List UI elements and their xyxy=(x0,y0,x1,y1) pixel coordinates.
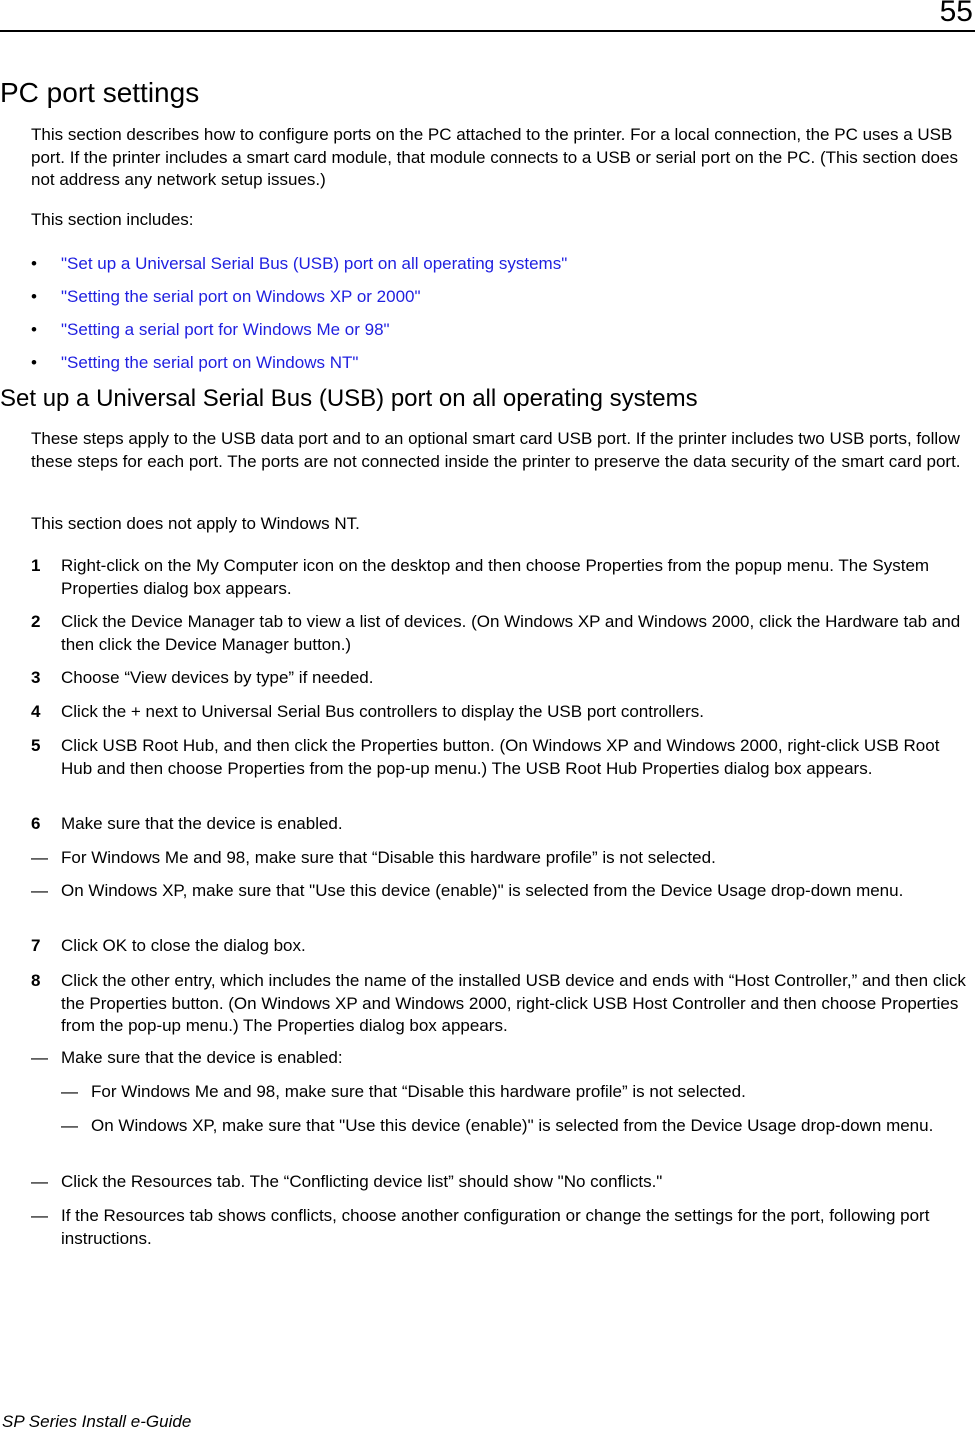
step-8 xyxy=(31,970,971,1038)
step-number: 3 xyxy=(31,668,41,687)
step-number: 2 xyxy=(31,612,41,631)
step-text: Click the Device Manager tab to view a list of devices. (On Windows XP and Windows 2000, click the Hardware tab and then click the Device Manager button.) xyxy=(61,612,961,654)
step-8-nested-item xyxy=(61,1115,971,1138)
usb-nt-note: This section does not apply to Windows NT. xyxy=(31,514,360,533)
step-number: 4 xyxy=(31,702,41,721)
step-3 xyxy=(31,667,971,690)
step-number: 5 xyxy=(31,736,41,755)
sub-item-text: For Windows Me and 98, make sure that “Disable this hardware profile” is not selected. xyxy=(61,848,716,867)
step-7 xyxy=(31,935,971,958)
dash-icon: — xyxy=(31,1172,48,1191)
step-number: 7 xyxy=(31,936,41,955)
bullet-icon: • xyxy=(31,320,37,339)
sub-item-text: If the Resources tab shows conflicts, choose another configuration or change the settings for the port, following port instructions. xyxy=(61,1206,930,1248)
dash-icon: — xyxy=(31,1048,48,1067)
step-8-nested-item xyxy=(61,1081,971,1104)
step-text: Right-click on the My Computer icon on the desktop and then choose Properties from the popup menu. The System Properties dialog box appears. xyxy=(61,556,930,598)
dash-icon: — xyxy=(31,848,48,867)
header-rule xyxy=(0,30,975,32)
dash-icon: — xyxy=(31,1206,48,1225)
step-6 xyxy=(31,813,971,836)
step-6-sub-item xyxy=(31,880,971,903)
step-number: 8 xyxy=(31,971,41,990)
bullet-icon: • xyxy=(31,254,37,273)
subsection-title: Set up a Universal Serial Bus (USB) port on all operating systems xyxy=(0,385,698,412)
page-number: 55 xyxy=(939,0,973,28)
step-1 xyxy=(31,555,971,600)
step-text: Click the other entry, which includes the name of the installed USB device and ends with “Host Controller,” and then click the Properties button. (On Windows XP and Windows 2000, right-click USB Host Controller and then choose Properties from the pop-up menu.) The Properties dialog box appears. xyxy=(61,971,966,1035)
step-6-sub-item xyxy=(31,847,971,870)
sub-item-text: On Windows XP, make sure that "Use this device (enable)" is selected from the Device Usage drop-down menu. xyxy=(91,1116,934,1135)
dash-icon: — xyxy=(31,881,48,900)
step-text: Click USB Root Hub, and then click the Properties button. (On Windows XP and Windows 2000, right-click USB Root Hub and then choose Properties from the pop-up menu.) The USB Root Hub Properties dialog box appears. xyxy=(61,736,940,778)
step-text: Click OK to close the dialog box. xyxy=(61,936,306,955)
sub-item-text: Make sure that the device is enabled: xyxy=(61,1048,343,1067)
step-text: Choose “View devices by type” if needed. xyxy=(61,668,374,687)
step-4 xyxy=(31,701,971,724)
step-text: Make sure that the device is enabled. xyxy=(61,814,343,833)
sub-item-text: Click the Resources tab. The “Conflicting device list” should show "No conflicts." xyxy=(61,1172,663,1191)
step-5 xyxy=(31,735,971,780)
step-2 xyxy=(31,611,971,656)
step-number: 1 xyxy=(31,556,41,575)
dash-icon: — xyxy=(61,1116,78,1135)
link-usb-port[interactable]: "Set up a Universal Serial Bus (USB) port on all operating systems" xyxy=(61,254,568,273)
footer-title: SP Series Install e-Guide xyxy=(2,1412,192,1431)
link-serial-xp-2000[interactable]: "Setting the serial port on Windows XP or 2000" xyxy=(61,287,421,306)
link-serial-nt[interactable]: "Setting the serial port on Windows NT" xyxy=(61,353,359,372)
sub-item-text: For Windows Me and 98, make sure that “Disable this hardware profile” is not selected. xyxy=(91,1082,746,1101)
step-text: Click the + next to Universal Serial Bus controllers to display the USB port controllers. xyxy=(61,702,704,721)
step-number: 6 xyxy=(31,814,41,833)
intro-paragraph: This section describes how to configure ports on the PC attached to the printer. For a local connection, the PC uses a USB port. If the printer includes a smart card module, that module connects to a USB or serial port on the PC. (This section does not address any network setup issues.) xyxy=(31,125,958,189)
sub-item-text: On Windows XP, make sure that "Use this device (enable)" is selected from the Device Usage drop-down menu. xyxy=(61,881,904,900)
section-title: PC port settings xyxy=(0,77,200,108)
bullet-icon: • xyxy=(31,287,37,306)
step-8-sub-item xyxy=(31,1171,971,1194)
dash-icon: — xyxy=(61,1082,78,1101)
step-8-sub-item xyxy=(31,1047,971,1070)
includes-label: This section includes: xyxy=(31,210,194,229)
bullet-icon: • xyxy=(31,353,37,372)
usb-intro-paragraph: These steps apply to the USB data port and to an optional smart card USB port. If the printer includes two USB ports, follow these steps for each port. The ports are not connected inside the printer to preserve the data security of the smart card port. xyxy=(31,429,961,471)
link-serial-me-98[interactable]: "Setting a serial port for Windows Me or 98" xyxy=(61,320,390,339)
step-8-sub-item xyxy=(31,1205,971,1250)
